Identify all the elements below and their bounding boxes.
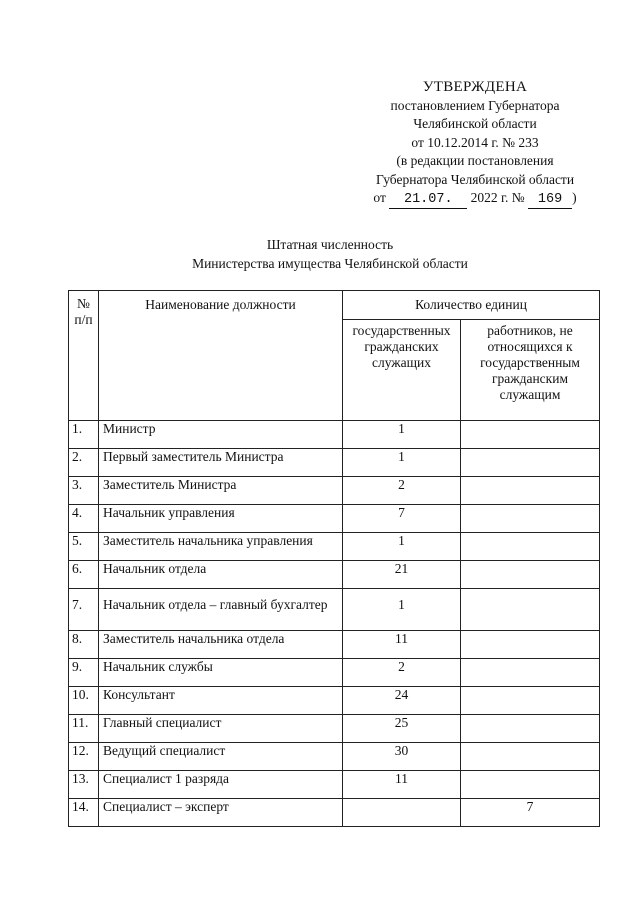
- approval-line-2: Челябинской области: [413, 116, 537, 131]
- position-name: Начальник отдела – главный бухгалтер: [99, 589, 343, 631]
- civil-count: 1: [343, 589, 461, 631]
- non-civil-count: [461, 771, 600, 799]
- table-row: [69, 505, 600, 533]
- table-row: [69, 477, 600, 505]
- approval-line-1: постановлением Губернатора: [390, 97, 560, 113]
- header-civil: государственных гражданских служащих: [343, 320, 461, 421]
- table-row: [69, 449, 600, 477]
- non-civil-count: [461, 421, 600, 449]
- approval-stamp: [350, 78, 600, 209]
- title-line-2: Министерства имущества Челябинской области: [192, 256, 468, 271]
- approval-line-3: от 10.12.2014 г. № 233: [411, 134, 539, 150]
- position-name: Специалист – эксперт: [99, 799, 343, 827]
- approval-line-6: [350, 189, 600, 209]
- row-number: 6.: [69, 561, 99, 589]
- non-civil-count: [461, 715, 600, 743]
- row-number: 7.: [69, 589, 99, 631]
- row-number: 5.: [69, 533, 99, 561]
- civil-count: 2: [343, 477, 461, 505]
- row-number: 8.: [69, 631, 99, 659]
- year-text: 2022 г. №: [470, 190, 525, 205]
- civil-count: 1: [343, 421, 461, 449]
- row-number: 14.: [69, 799, 99, 827]
- non-civil-count: [461, 687, 600, 715]
- close-paren: ): [572, 190, 577, 205]
- non-civil-count: [461, 659, 600, 687]
- civil-count: 21: [343, 561, 461, 589]
- table-row: [69, 561, 600, 589]
- non-civil-count: [461, 589, 600, 631]
- table-row: [69, 589, 600, 631]
- position-name: Начальник службы: [99, 659, 343, 687]
- row-number: 1.: [69, 421, 99, 449]
- civil-count: 11: [343, 771, 461, 799]
- position-name: Заместитель начальника отдела: [99, 631, 343, 659]
- civil-count: 1: [343, 449, 461, 477]
- header-quantity: Количество единиц: [343, 291, 600, 320]
- row-number: 12.: [69, 743, 99, 771]
- table-row: [69, 715, 600, 743]
- table-row: [69, 533, 600, 561]
- non-civil-count: [461, 477, 600, 505]
- position-name: Заместитель начальника управления: [99, 533, 343, 561]
- civil-count: 30: [343, 743, 461, 771]
- table-row: [69, 799, 600, 827]
- table-row: [69, 631, 600, 659]
- civil-count: 25: [343, 715, 461, 743]
- table-row: [69, 687, 600, 715]
- document-title: [120, 235, 540, 273]
- position-name: Консультант: [99, 687, 343, 715]
- civil-count: 11: [343, 631, 461, 659]
- header-num: № п/п: [69, 291, 99, 421]
- civil-count: 24: [343, 687, 461, 715]
- table-row: [69, 659, 600, 687]
- header-row-1: [69, 291, 600, 320]
- civil-count: 7: [343, 505, 461, 533]
- row-number: 10.: [69, 687, 99, 715]
- row-number: 4.: [69, 505, 99, 533]
- table-row: [69, 421, 600, 449]
- row-number: 13.: [69, 771, 99, 799]
- civil-count: [343, 799, 461, 827]
- title-line-1: Штатная численность: [266, 237, 394, 252]
- non-civil-count: [461, 743, 600, 771]
- non-civil-count: [461, 561, 600, 589]
- position-name: Начальник отдела: [99, 561, 343, 589]
- approval-line-4: (в редакции постановления: [396, 153, 554, 168]
- row-number: 3.: [69, 477, 99, 505]
- position-name: Главный специалист: [99, 715, 343, 743]
- from-label: от: [373, 190, 386, 205]
- non-civil-count: [461, 631, 600, 659]
- row-number: 2.: [69, 449, 99, 477]
- non-civil-count: [461, 505, 600, 533]
- amendment-date: 21.07.: [389, 192, 467, 209]
- table-row: [69, 771, 600, 799]
- position-name: Министр: [99, 421, 343, 449]
- staff-table: [68, 290, 600, 827]
- non-civil-count: [461, 533, 600, 561]
- non-civil-count: 7: [461, 799, 600, 827]
- header-non-civil: работников, не относящихся к государственным гражданским служащим: [461, 320, 600, 421]
- position-name: Заместитель Министра: [99, 477, 343, 505]
- non-civil-count: [461, 449, 600, 477]
- approval-heading: УТВЕРЖДЕНА: [422, 79, 528, 95]
- staff-table-body: [69, 421, 600, 827]
- position-name: Ведущий специалист: [99, 743, 343, 771]
- amendment-number: 169: [528, 192, 572, 209]
- row-number: 11.: [69, 715, 99, 743]
- position-name: Специалист 1 разряда: [99, 771, 343, 799]
- position-name: Начальник управления: [99, 505, 343, 533]
- header-position: Наименование должности: [99, 291, 343, 421]
- approval-line-5: Губернатора Челябинской области: [375, 171, 575, 187]
- civil-count: 1: [343, 533, 461, 561]
- table-row: [69, 743, 600, 771]
- civil-count: 2: [343, 659, 461, 687]
- row-number: 9.: [69, 659, 99, 687]
- position-name: Первый заместитель Министра: [99, 449, 343, 477]
